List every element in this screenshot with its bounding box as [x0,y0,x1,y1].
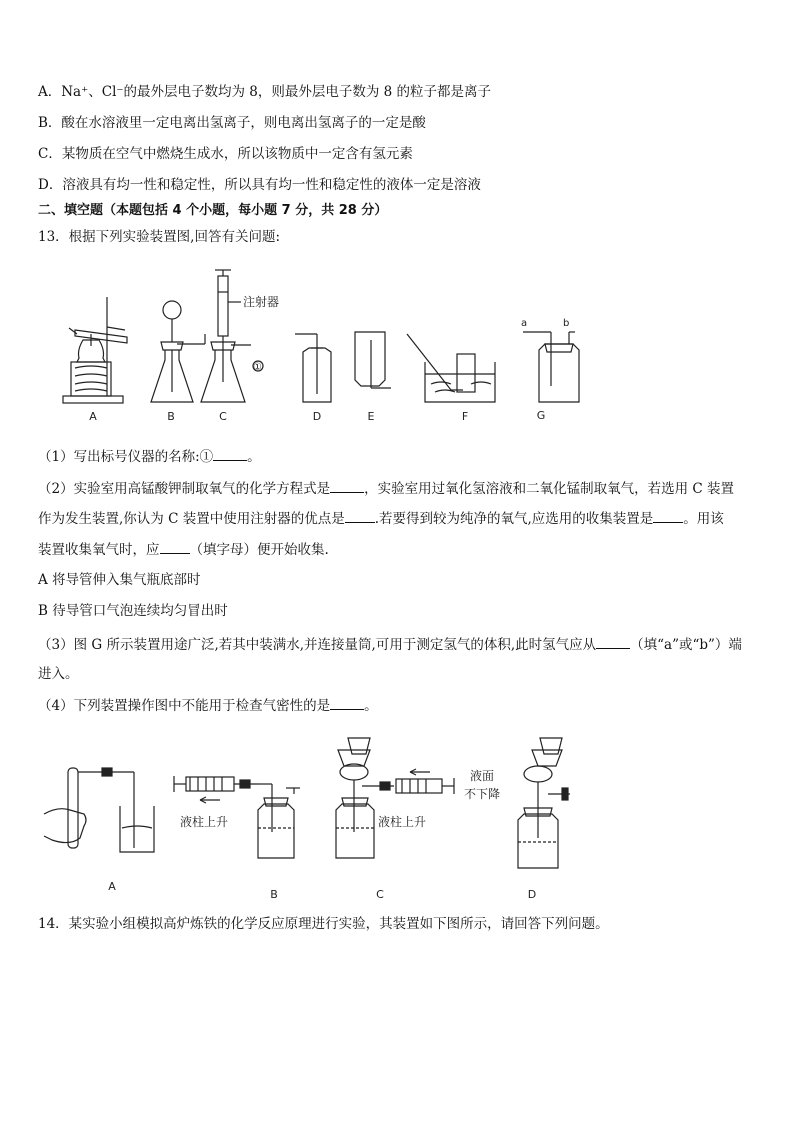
setup-d [518,738,570,868]
apparatus-d [295,334,331,402]
airtightness-figure [40,728,600,908]
apparatus-figure [55,262,595,427]
circle-label: ① [253,362,262,373]
q13-part4: （4）下列装置操作图中不能用于检查气密性的是 。 [38,695,378,716]
apparatus-c [201,270,263,402]
fig2-caption-b: B [270,888,278,901]
apparatus-a [63,297,127,403]
fig1-caption-a: A [89,410,97,423]
level-label-1: 液面 [470,769,495,783]
fig1-caption-d: D [312,410,322,423]
rise-label-c: 液柱上升 [378,815,427,829]
q14-stem: 14．某实验小组模拟高炉炼铁的化学反应原理进行实验，其装置如下图所示，请回答下列问题。 [38,916,609,932]
apparatus-b [151,301,205,402]
option-a: A．Na⁺、Cl⁻的最外层电子数均为 8，则最外层电子数为 8 的粒子都是离子 [38,84,492,100]
fig2-caption-d: D [527,888,537,901]
fig1-caption-g: G [536,409,546,422]
q13-part3-line1: （3）图 G 所示装置用途广泛,若其中装满水,并连接量筒,可用于测定氢气的体积,此时氢气应从 （填“a”或“b”）端 [38,634,742,655]
fig1-caption-f: F [461,410,469,423]
section-title: 二、填空题（本题包括 4 个小题，每小题 7 分，共 28 分） [38,203,388,218]
fig1-caption-b: B [167,410,175,423]
setup-c [336,738,454,858]
injector-label: 注射器 [243,295,280,309]
apparatus-g [523,332,579,402]
q13-stem: 13．根据下列实验装置图,回答有关问题: [38,229,281,245]
g-a-label: a [521,318,528,329]
option-b: B．酸在水溶液里一定电离出氢离子，则电离出氢离子的一定是酸 [38,115,426,131]
q13-part3-line2: 进入。 [38,666,79,682]
fig1-caption-c: C [219,410,227,423]
g-b-label: b [563,318,570,329]
q13-part2-line1: （2）实验室用高锰酸钾制取氧气的化学方程式是 ，实验室用过氧化氢溶液和二氧化锰制取氧气，若选用 C 装置 [38,478,734,499]
q13-part1: （1）写出标号仪器的名称:① 。 [38,446,261,467]
fig1-caption-e: E [367,410,375,423]
level-label-2: 不下降 [464,787,501,801]
fig2-caption-a: A [108,880,116,893]
option-d: D．溶液具有均一性和稳定性，所以具有均一性和稳定性的液体一定是溶液 [38,177,481,193]
q13-part2-line2: 作为发生装置,你认为 C 装置中使用注射器的优点是 .若要得到较为纯净的氧气,应选用的收集装置是 。用该 [38,508,724,529]
q13-option-b: B 待导管口气泡连续均匀冒出时 [38,603,228,619]
option-c: C．某物质在空气中燃烧生成水，所以该物质中一定含有氢元素 [38,146,413,162]
setup-a [44,768,154,852]
q13-option-a: A 将导管伸入集气瓶底部时 [38,572,201,588]
q13-part2-line3: 装置收集氧气时，应 （填字母）便开始收集. [38,539,329,560]
fig2-caption-c: C [376,888,384,901]
apparatus-e [355,332,391,388]
apparatus-f [407,334,495,402]
rise-label-b: 液柱上升 [180,815,229,829]
